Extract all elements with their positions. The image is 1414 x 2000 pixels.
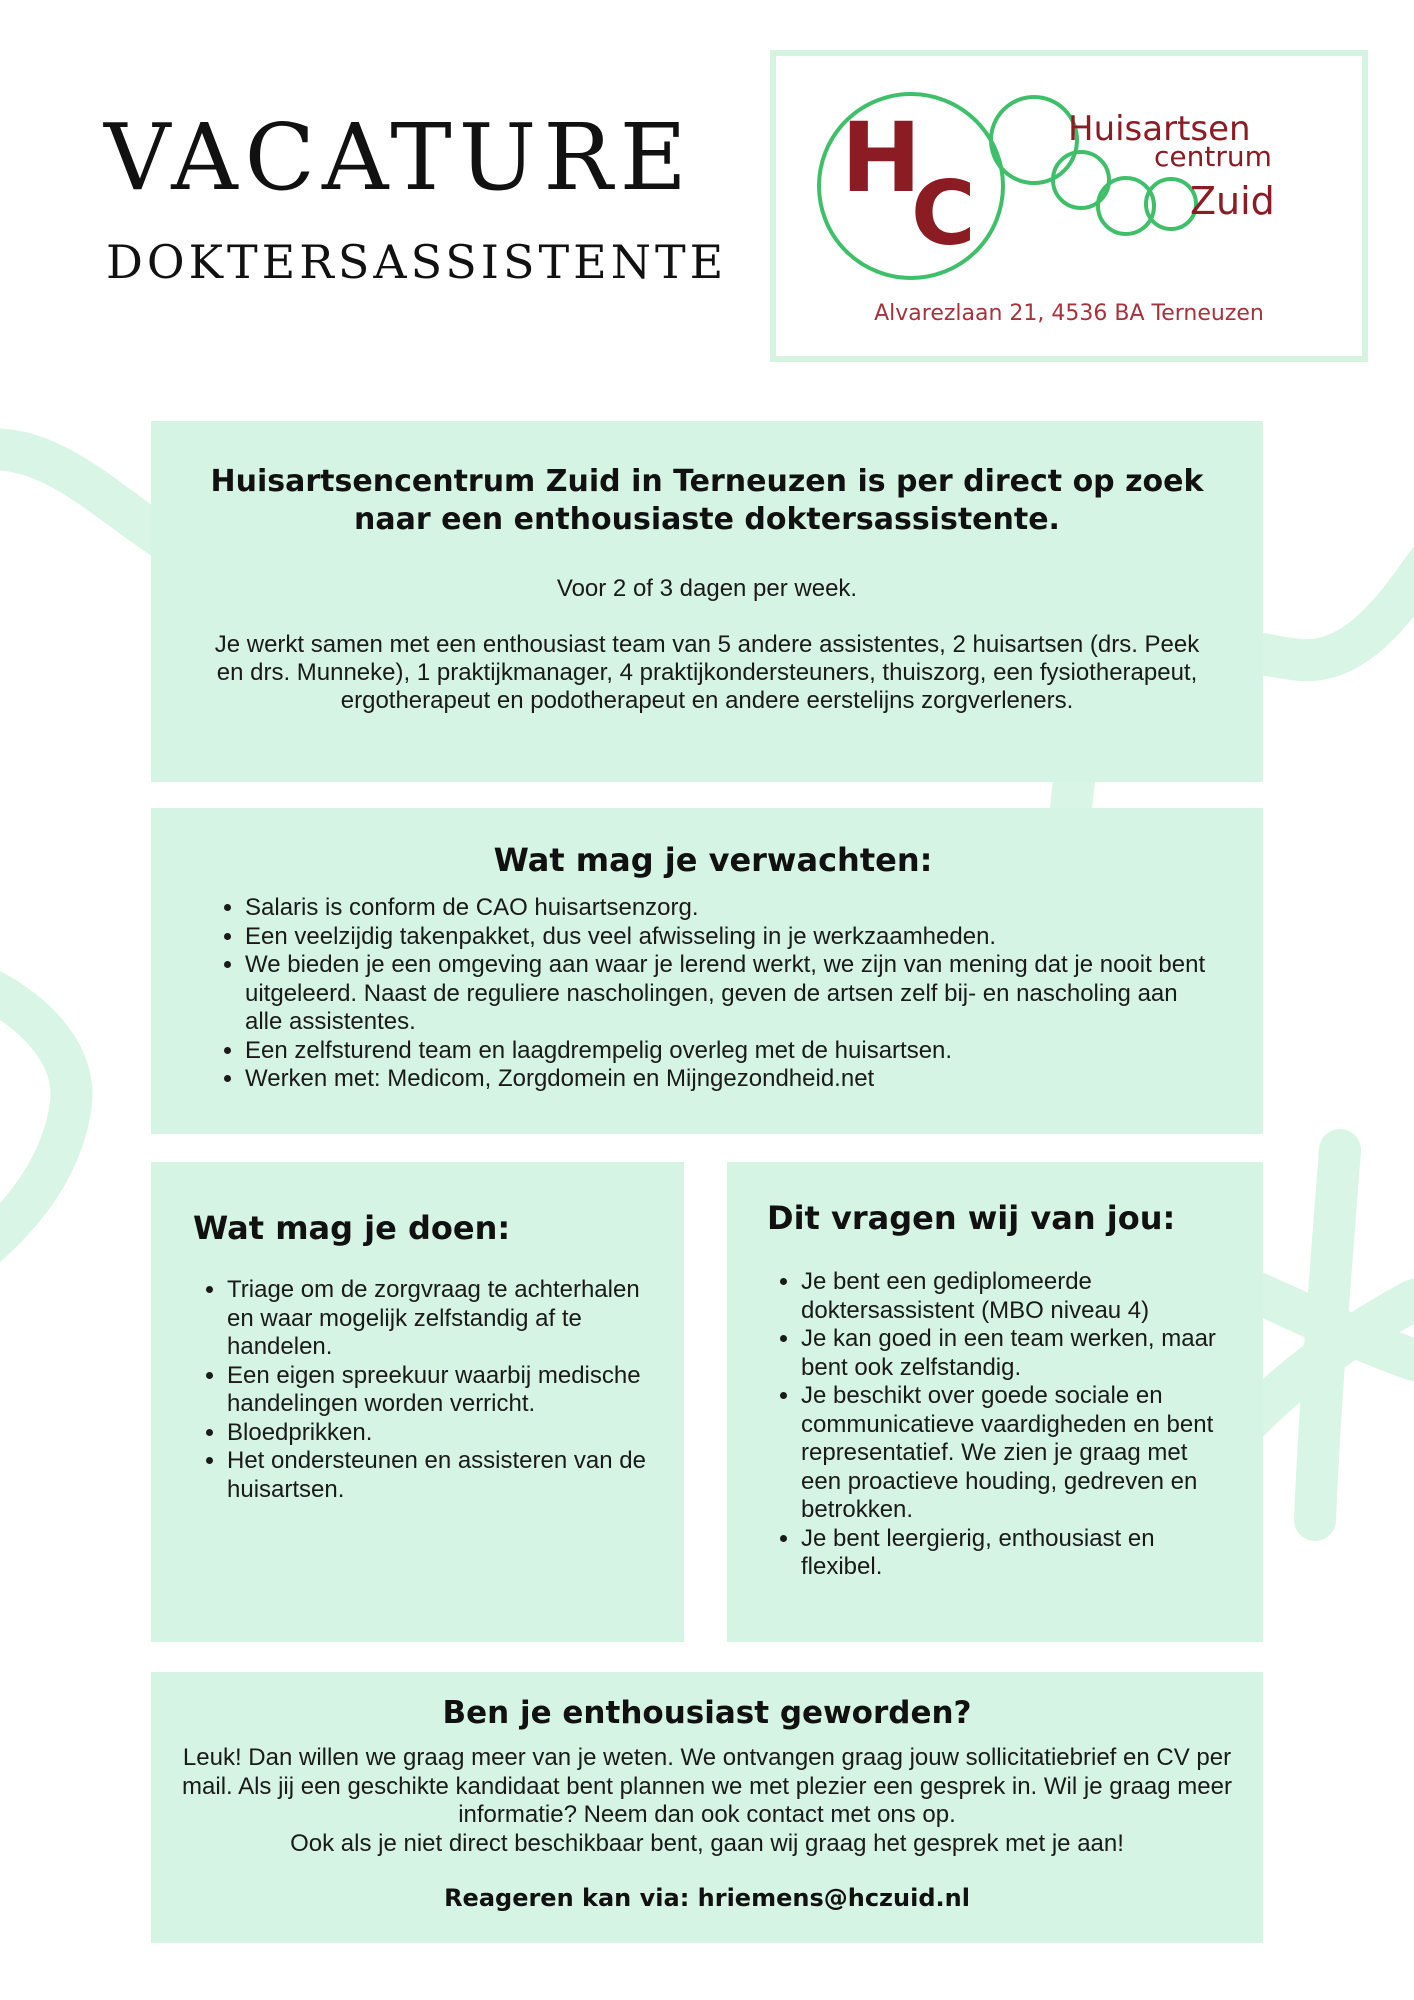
requirements-panel xyxy=(727,1162,1263,1642)
list-item: • Bloedprikken. xyxy=(227,1419,646,1448)
logo-letter-h: H xyxy=(841,102,922,214)
list-item: • Triage om de zorgvraag te achterhalen en waar mogelijk zelfstandig af te handelen. xyxy=(227,1276,646,1362)
intro-body: Je werkt samen met een enthousiast team van 5 andere assistentes, 2 huisartsen (drs. Peek en drs. Munneke), 1 praktijkmanager, 4 praktijkondersteuners, thuiszorg, een fysiotherapeut, ergotherapeut en podotherapeut en andere eerstelijns zorgverleners. xyxy=(214,631,1200,714)
cta-panel xyxy=(151,1672,1263,1943)
list-item: • Een zelfsturend team en laagdrempelig overleg met de huisartsen. xyxy=(245,1037,1215,1066)
logo-word-2: centrum xyxy=(1154,140,1272,173)
list-item: • Je bent een gediplomeerde doktersassistent (MBO niveau 4) xyxy=(801,1268,1227,1325)
intro-hours: Voor 2 of 3 dagen per week. xyxy=(556,575,858,602)
list-item: • Het ondersteunen en assisteren van de huisartsen. xyxy=(227,1447,646,1504)
list-item: • Een veelzijdig takenpakket, dus veel afwisseling in je werkzaamheden. xyxy=(245,923,1215,952)
logo-letter-c: C xyxy=(911,162,976,265)
requirements-heading: Dit vragen wij van jou: xyxy=(767,1199,1176,1237)
clinic-address: Alvarezlaan 21, 4536 BA Terneuzen xyxy=(874,301,1264,326)
logo-word-1: Huisartsen xyxy=(1068,109,1251,149)
list-item: • Een eigen spreekuur waarbij medische handelingen worden verricht. xyxy=(227,1362,646,1419)
intro-heading: Huisartsencentrum Zuid in Terneuzen is per direct op zoek naar een enthousiaste doktersassistente. xyxy=(210,464,1204,537)
logo-word-3: Zuid xyxy=(1190,179,1275,223)
clinic-logo xyxy=(770,50,1368,362)
list-item: • Salaris is conform de CAO huisartsenzorg. xyxy=(245,894,1215,923)
job-title: DOKTERSASSISTENTE xyxy=(106,235,728,289)
expect-list xyxy=(211,894,1215,1094)
cta-heading: Ben je enthousiast geworden? xyxy=(442,1695,972,1731)
requirements-list xyxy=(767,1268,1227,1582)
tasks-panel xyxy=(151,1162,684,1642)
list-item: • We bieden je een omgeving aan waar je lerend werkt, we zijn van mening dat je nooit bent uitgeleerd. Naast de reguliere nascholingen, geven de artsen zelf bij- en nascholing aan alle assistentes. xyxy=(245,951,1215,1037)
list-item: • Je bent leergierig, enthousiast en flexibel. xyxy=(801,1525,1227,1582)
tasks-list xyxy=(193,1276,646,1504)
intro-panel xyxy=(151,421,1263,782)
cta-body xyxy=(171,1744,1243,1858)
list-item: • Werken met: Medicom, Zorgdomein en Mijngezondheid.net xyxy=(245,1065,1215,1094)
cta-body-text: Leuk! Dan willen we graag meer van je weten. We ontvangen graag jouw sollicitatiebrief en CV per mail. Als jij een geschikte kandidaat bent plannen we met plezier een gesprek in. Wil je graag meer informatie? Neem dan ook contact met ons op. xyxy=(182,1744,1232,1828)
expect-panel xyxy=(151,808,1263,1134)
tasks-heading: Wat mag je doen: xyxy=(193,1209,511,1247)
list-item: • Je kan goed in een team werken, maar bent ook zelfstandig. xyxy=(801,1325,1227,1382)
page-title: VACATURE xyxy=(104,104,694,211)
logo-circle-small xyxy=(991,97,1077,183)
list-item: • Je beschikt over goede sociale en communicatieve vaardigheden en bent representatief. We zien je graag met een proactieve houding, gedreven en betrokken. xyxy=(801,1382,1227,1525)
cta-body-text-2: Ook als je niet direct beschikbaar bent, gaan wij graag het gesprek met je aan! xyxy=(290,1829,1124,1857)
expect-heading: Wat mag je verwachten: xyxy=(493,841,933,879)
cta-contact-email[interactable]: Reageren kan via: hriemens@hczuid.nl xyxy=(444,1884,970,1912)
